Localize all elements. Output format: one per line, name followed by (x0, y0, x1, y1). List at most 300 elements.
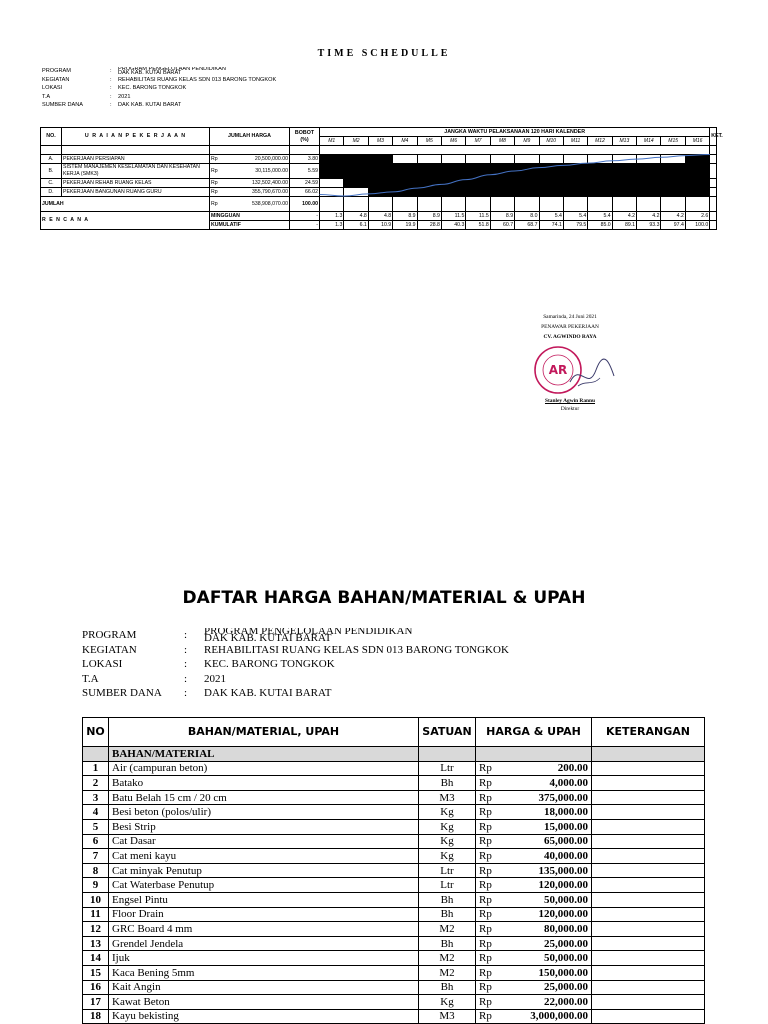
daftar-info (82, 628, 509, 701)
item-no: 7 (83, 849, 109, 864)
gantt-cell (393, 164, 417, 179)
item-currency: Rp (476, 1009, 500, 1024)
item-price: 3,000,000.00 (500, 1009, 592, 1024)
item-unit: Kg (419, 805, 476, 820)
info-colon: : (184, 658, 188, 671)
empty-cell (441, 197, 465, 212)
rencana-value: 68.7 (515, 221, 539, 230)
gantt-cell (539, 188, 563, 197)
item-name: Cat Waterbase Penutup (109, 878, 419, 893)
item-unit: Kg (419, 849, 476, 864)
item-ket (592, 936, 705, 951)
item-price: 120,000.00 (500, 878, 592, 893)
rencana-value: 11.5 (441, 212, 465, 221)
item-currency: Rp (476, 878, 500, 893)
price-row (83, 834, 705, 849)
rencana-value: 74.1 (539, 221, 563, 230)
item-ket (592, 995, 705, 1010)
item-name: Cat meni kayu (109, 849, 419, 864)
row-jumlah (210, 179, 290, 188)
price-row (83, 922, 705, 937)
item-price: 22,000.00 (500, 995, 592, 1010)
item-name: GRC Board 4 mm (109, 922, 419, 937)
col-uraian: U R A I A N P E K E R J A A N (62, 128, 210, 146)
schedule-row (41, 188, 717, 197)
info-value: PROGRAM PENGELOLAAN PENDIDIKAN DAK KAB. KUTAI BARAT (118, 67, 226, 76)
rencana-value: 8.9 (393, 212, 417, 221)
currency: Rp (211, 188, 218, 195)
info-colon: : (110, 93, 112, 100)
rencana-label: R E N C A N A (41, 212, 210, 230)
gantt-cell (539, 164, 563, 179)
item-unit: Ltr (419, 863, 476, 878)
item-unit: M2 (419, 922, 476, 937)
schedule-row (41, 164, 717, 179)
schedule-title: TIME SCHEDULLE (317, 48, 451, 59)
info-row (82, 657, 509, 672)
rencana-value: 19.9 (393, 221, 417, 230)
gantt-cell (563, 188, 587, 197)
item-price: 4,000.00 (500, 776, 592, 791)
gantt-cell (661, 155, 685, 164)
item-unit: M2 (419, 951, 476, 966)
gantt-cell (344, 164, 368, 179)
gantt-cell (441, 179, 465, 188)
price-row (83, 776, 705, 791)
month-header: M1 (320, 137, 344, 146)
rencana-value: 11.5 (466, 212, 490, 221)
info-label: LOKASI (82, 658, 123, 671)
gantt-cell (320, 179, 344, 188)
rencana-value: 60.7 (490, 221, 514, 230)
item-currency: Rp (476, 965, 500, 980)
item-currency: Rp (476, 790, 500, 805)
rencana-type: KUMULATIF (210, 221, 290, 230)
row-no: D. (41, 188, 62, 197)
col-harga: HARGA & UPAH (476, 718, 592, 747)
gantt-cell (637, 164, 661, 179)
gantt-cell (417, 179, 441, 188)
price-row (83, 965, 705, 980)
empty-cell (466, 197, 490, 212)
gantt-cell (490, 179, 514, 188)
item-name: Kayu bekisting (109, 1009, 419, 1024)
item-ket (592, 761, 705, 776)
info-row (42, 76, 276, 85)
item-unit: Kg (419, 819, 476, 834)
info-colon: : (184, 687, 188, 700)
item-no: 9 (83, 878, 109, 893)
item-currency: Rp (476, 776, 500, 791)
item-currency: Rp (476, 995, 500, 1010)
gantt-cell (417, 164, 441, 179)
amount: 132,502,400.00 (251, 179, 288, 186)
rencana-value: 100.0 (685, 221, 709, 230)
item-no: 5 (83, 819, 109, 834)
item-ket (592, 878, 705, 893)
gantt-cell (515, 188, 539, 197)
info-row (82, 628, 509, 643)
item-currency: Rp (476, 922, 500, 937)
amount: 20,500,000.00 (254, 155, 288, 162)
gantt-cell (368, 179, 392, 188)
info-label: KEGIATAN (42, 76, 70, 83)
gantt-cell (441, 164, 465, 179)
info-label: T.A (42, 93, 51, 100)
item-ket (592, 980, 705, 995)
item-currency: Rp (476, 936, 500, 951)
item-unit: Ltr (419, 761, 476, 776)
info-value: KEC. BARONG TONGKOK (204, 658, 335, 671)
item-name: Air (campuran beton) (109, 761, 419, 776)
rencana-value: 40.3 (441, 221, 465, 230)
gantt-cell (393, 155, 417, 164)
info-value: 2021 (118, 93, 131, 100)
month-header: M6 (441, 137, 465, 146)
signature-role: PENAWAR PEKERJAAN (541, 324, 599, 330)
month-header: M3 (368, 137, 392, 146)
gantt-cell (588, 164, 612, 179)
price-row (83, 892, 705, 907)
signature-place-date: Samarinda, 24 Juni 2021 (543, 314, 597, 320)
info-colon: : (110, 102, 112, 109)
price-table (82, 717, 705, 1024)
schedule-table (40, 127, 723, 230)
gantt-cell (368, 164, 392, 179)
info-colon: : (110, 68, 112, 74)
gantt-cell (490, 164, 514, 179)
info-value: REHABILITASI RUANG KELAS SDN 013 BARONG TONGKOK (118, 76, 277, 83)
col-bobot: BOBOT (%) (290, 128, 320, 146)
stamp-icon (530, 342, 620, 398)
info-row (42, 84, 276, 93)
info-label: T.A (82, 672, 99, 685)
empty-cell (490, 197, 514, 212)
item-unit: Bh (419, 776, 476, 791)
item-price: 25,000.00 (500, 936, 592, 951)
price-row (83, 761, 705, 776)
gantt-cell (441, 188, 465, 197)
row-ket (710, 155, 717, 164)
rencana-value: 85.0 (588, 221, 612, 230)
item-unit: M3 (419, 1009, 476, 1024)
gantt-cell (563, 164, 587, 179)
month-header: M2 (344, 137, 368, 146)
signature-position: Direktur (560, 406, 580, 412)
item-name: Cat minyak Penutup (109, 863, 419, 878)
rencana-value: 79.5 (563, 221, 587, 230)
price-row (83, 907, 705, 922)
item-currency: Rp (476, 834, 500, 849)
item-ket (592, 863, 705, 878)
item-currency: Rp (476, 761, 500, 776)
item-ket (592, 849, 705, 864)
item-unit: Bh (419, 892, 476, 907)
month-header: M13 (612, 137, 636, 146)
gantt-cell (539, 155, 563, 164)
empty-cell (393, 197, 417, 212)
item-no: 4 (83, 805, 109, 820)
item-ket (592, 805, 705, 820)
month-header: M4 (393, 137, 417, 146)
item-price: 25,000.00 (500, 980, 592, 995)
item-name: Engsel Pintu (109, 892, 419, 907)
item-currency: Rp (476, 951, 500, 966)
item-price: 18,000.00 (500, 805, 592, 820)
schedule-row (41, 155, 717, 164)
svg-text:AR: AR (548, 363, 568, 377)
rencana-value: 5.4 (563, 212, 587, 221)
col-keterangan: KETERANGAN (592, 718, 705, 747)
item-ket (592, 834, 705, 849)
gantt-cell (490, 155, 514, 164)
item-price: 135,000.00 (500, 863, 592, 878)
rencana-value: 8.9 (490, 212, 514, 221)
item-no: 16 (83, 980, 109, 995)
row-uraian: SISTEM MANAJEMEN KESELAMATAN DAN KESEHATAN KERJA (SMK3) (62, 164, 210, 179)
item-no: 11 (83, 907, 109, 922)
rencana-value: 4.8 (368, 212, 392, 221)
month-header: M15 (661, 137, 685, 146)
gantt-cell (320, 155, 344, 164)
empty-cell (661, 197, 685, 212)
dash: - (290, 221, 320, 230)
price-row (83, 980, 705, 995)
info-colon: : (110, 85, 112, 92)
signature-name: Stanley Agwin Rannu (544, 398, 596, 404)
price-row (83, 878, 705, 893)
item-price: 50,000.00 (500, 892, 592, 907)
item-currency: Rp (476, 980, 500, 995)
info-value: DAK KAB. KUTAI BARAT (204, 687, 332, 700)
item-name: Batu Belah 15 cm / 20 cm (109, 790, 419, 805)
empty-cell (539, 197, 563, 212)
row-no: A. (41, 155, 62, 164)
row-no: C. (41, 179, 62, 188)
item-ket (592, 819, 705, 834)
item-name: Besi beton (polos/ulir) (109, 805, 419, 820)
gantt-cell (320, 164, 344, 179)
price-row (83, 1009, 705, 1024)
price-row (83, 936, 705, 951)
currency: Rp (211, 179, 218, 186)
jumlah-row (41, 197, 717, 212)
info-colon: : (110, 76, 112, 83)
gantt-cell (344, 188, 368, 197)
rencana-value: 4.2 (637, 212, 661, 221)
row-bobot: 24.59 (290, 179, 320, 188)
rencana-value: 2.6 (685, 212, 709, 221)
gantt-cell (344, 155, 368, 164)
rencana-value: 5.4 (539, 212, 563, 221)
month-header: M10 (539, 137, 563, 146)
gantt-cell (515, 164, 539, 179)
gantt-cell (393, 179, 417, 188)
signature-block (470, 312, 670, 414)
row-ket (710, 188, 717, 197)
item-currency: Rp (476, 819, 500, 834)
row-uraian: PEKERJAAN PERSIAPAN (62, 155, 210, 164)
gantt-cell (588, 188, 612, 197)
item-price: 15,000.00 (500, 819, 592, 834)
jumlah-bobot: 100.00 (290, 197, 320, 212)
empty-cell (637, 197, 661, 212)
item-unit: Bh (419, 936, 476, 951)
item-currency: Rp (476, 863, 500, 878)
item-name: Kawat Beton (109, 995, 419, 1010)
empty-cell (344, 197, 368, 212)
col-satuan: SATUAN (419, 718, 476, 747)
row-uraian: PEKERJAAN BANGUNAN RUANG GURU (62, 188, 210, 197)
item-name: Cat Dasar (109, 834, 419, 849)
gantt-cell (612, 188, 636, 197)
item-ket (592, 776, 705, 791)
gantt-cell (685, 164, 709, 179)
rencana-value: 28.8 (417, 221, 441, 230)
info-label: SUMBER DANA (82, 687, 162, 700)
rencana-value: 1.3 (320, 212, 344, 221)
item-ket (592, 922, 705, 937)
gantt-cell (344, 179, 368, 188)
row-no: B. (41, 164, 62, 179)
item-price: 40,000.00 (500, 849, 592, 864)
gantt-cell (441, 155, 465, 164)
empty-cell (563, 197, 587, 212)
item-no: 2 (83, 776, 109, 791)
item-currency: Rp (476, 849, 500, 864)
gantt-cell (588, 155, 612, 164)
item-name: Besi Strip (109, 819, 419, 834)
gantt-cell (612, 164, 636, 179)
row-jumlah (210, 188, 290, 197)
info-row (42, 67, 276, 76)
gantt-cell (539, 179, 563, 188)
gantt-cell (637, 155, 661, 164)
gantt-cell (368, 155, 392, 164)
gantt-cell (612, 179, 636, 188)
daftar-title: DAFTAR HARGA BAHAN/MATERIAL & UPAH (182, 588, 586, 608)
item-no: 13 (83, 936, 109, 951)
info-row (42, 101, 276, 110)
item-price: 375,000.00 (500, 790, 592, 805)
item-ket (592, 790, 705, 805)
price-row (83, 995, 705, 1010)
item-ket (592, 965, 705, 980)
month-header: M12 (588, 137, 612, 146)
info-row (82, 672, 509, 687)
item-no: 3 (83, 790, 109, 805)
gantt-cell (685, 179, 709, 188)
rencana-row (41, 212, 717, 221)
info-label: PROGRAM (42, 68, 71, 74)
schedule-info (42, 67, 276, 110)
rencana-value: 8.9 (417, 212, 441, 221)
item-unit: Bh (419, 907, 476, 922)
rencana-value: 6.1 (344, 221, 368, 230)
item-no: 14 (83, 951, 109, 966)
empty-cell (417, 197, 441, 212)
gantt-cell (393, 188, 417, 197)
rencana-value: 51.8 (466, 221, 490, 230)
gantt-cell (490, 188, 514, 197)
row-bobot: 3.80 (290, 155, 320, 164)
row-uraian: PEKERJAAN REHAB RUANG KELAS (62, 179, 210, 188)
item-no: 1 (83, 761, 109, 776)
gantt-cell (515, 179, 539, 188)
empty-cell (320, 197, 344, 212)
empty-cell (685, 197, 709, 212)
item-price: 65,000.00 (500, 834, 592, 849)
empty-cell (515, 197, 539, 212)
row-jumlah (210, 164, 290, 179)
price-row (83, 790, 705, 805)
company-stamp (470, 342, 670, 396)
gantt-cell (466, 164, 490, 179)
amount: 538,908,070.00 (251, 200, 288, 207)
col-bahan: BAHAN/MATERIAL, UPAH (109, 718, 419, 747)
row-ket (710, 164, 717, 179)
info-value: REHABILITASI RUANG KELAS SDN 013 BARONG TONGKOK (204, 643, 509, 656)
gantt-cell (466, 188, 490, 197)
item-unit: Kg (419, 995, 476, 1010)
currency: Rp (211, 167, 218, 174)
item-currency: Rp (476, 805, 500, 820)
empty-cell (368, 197, 392, 212)
price-row (83, 863, 705, 878)
gantt-cell (588, 179, 612, 188)
col-ket: KET. (710, 128, 717, 146)
rencana-value: 10.9 (368, 221, 392, 230)
item-name: Ijuk (109, 951, 419, 966)
row-ket (710, 179, 717, 188)
info-value: 2021 (204, 672, 226, 685)
info-label: PROGRAM (82, 629, 137, 641)
item-price: 50,000.00 (500, 951, 592, 966)
empty-cell (588, 197, 612, 212)
month-header: M5 (417, 137, 441, 146)
gantt-cell (685, 155, 709, 164)
amount: 355,790,670.00 (251, 188, 288, 195)
item-ket (592, 1009, 705, 1024)
gantt-cell (661, 188, 685, 197)
item-unit: Bh (419, 980, 476, 995)
gantt-cell (466, 155, 490, 164)
info-value: DAK KAB. KUTAI BARAT (118, 102, 182, 109)
item-currency: Rp (476, 907, 500, 922)
item-price: 200.00 (500, 761, 592, 776)
month-header: M8 (490, 137, 514, 146)
rencana-value: 97.4 (661, 221, 685, 230)
item-unit: M3 (419, 790, 476, 805)
dash: - (290, 212, 320, 221)
item-unit: Kg (419, 834, 476, 849)
schedule-row (41, 179, 717, 188)
rencana-value: 89.1 (612, 221, 636, 230)
info-colon: : (184, 643, 188, 656)
month-header: M7 (466, 137, 490, 146)
item-no: 10 (83, 892, 109, 907)
item-name: Grendel Jendela (109, 936, 419, 951)
item-ket (592, 907, 705, 922)
info-row (82, 686, 509, 701)
rencana-value: 4.2 (661, 212, 685, 221)
info-label: SUMBER DANA (42, 102, 84, 109)
signature-company: CV. AGWINDO RAYA (543, 334, 597, 340)
item-price: 150,000.00 (500, 965, 592, 980)
price-row (83, 805, 705, 820)
item-ket (592, 951, 705, 966)
price-row (83, 951, 705, 966)
